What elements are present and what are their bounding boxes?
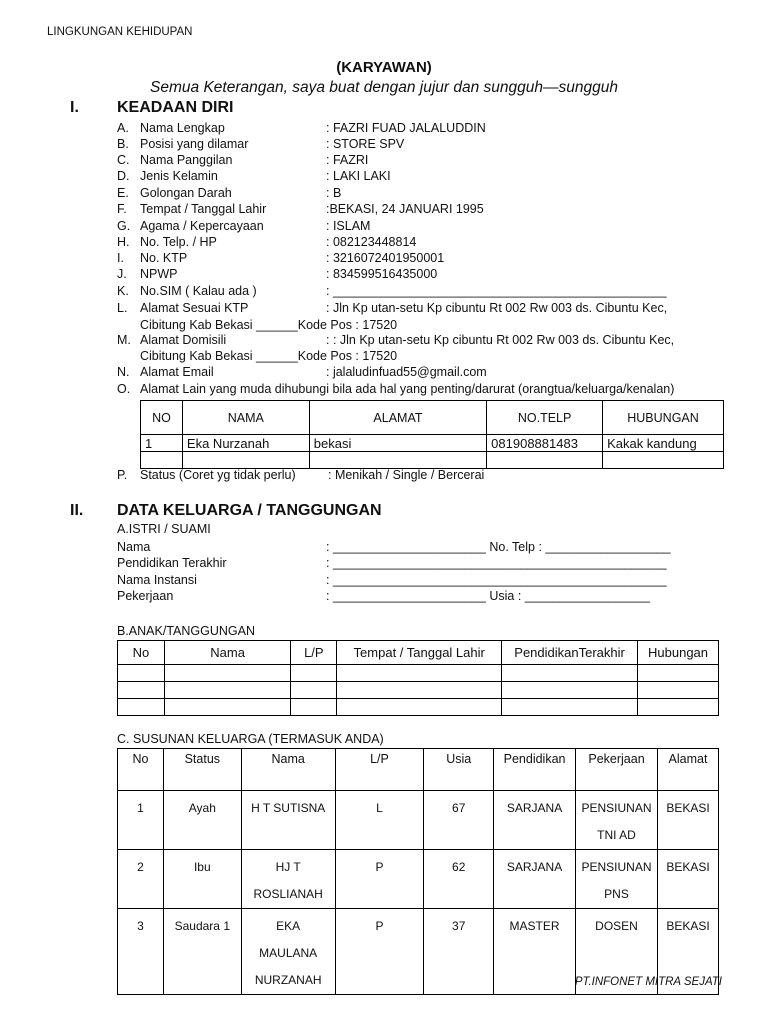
column-header: HUBUNGAN [603,401,724,435]
cell-line: EKA [276,919,301,933]
personal-data-row [0,381,768,397]
table-cell[interactable] [638,682,719,699]
emergency-contact-table [140,400,724,469]
table-cell [118,909,164,995]
table-cell[interactable] [337,682,502,699]
table-cell [241,791,335,850]
spouse-data-row [0,555,768,571]
personal-data-row [0,218,768,234]
cell-line: L [376,801,383,815]
personal-data-row [0,185,768,201]
row-letter: P. [117,468,128,482]
personal-data-row [0,120,768,136]
table-cell[interactable] [487,452,603,469]
cell-line: Saudara 1 [174,919,230,933]
table-cell [163,909,241,995]
row-letter: H. [117,235,130,249]
cell-line: BEKASI [666,919,710,933]
column-header: Nama [164,641,291,665]
table-cell [424,909,494,995]
table-cell [494,850,576,909]
row-label: Pendidikan Terakhir [117,556,227,570]
table-cell[interactable] [502,665,638,682]
row-value[interactable]: : 082123448814 [326,235,417,249]
table-cell [424,791,494,850]
cell-line: BEKASI [666,801,710,815]
table-cell [658,791,719,850]
column-header: PendidikanTerakhir [502,641,638,665]
form-title: (KARYAWAN) [336,59,432,76]
page-header: LINGKUNGAN KEHIDUPAN [47,26,193,38]
table-cell [118,850,164,909]
row-letter: O. [117,382,131,396]
table-cell [335,791,424,850]
row-value[interactable]: : STORE SPV [326,137,405,151]
column-header: Pekerjaan [576,749,658,791]
cell-line: P [375,919,384,933]
row-value[interactable]: : B [326,186,342,200]
row-value[interactable]: : Jln Kp utan-setu Kp cibuntu Rt 002 Rw 003 ds. Cibuntu Kec, [326,301,668,315]
address-ktp-continuation: Cibitung Kab Bekasi ______Kode Pos : 17520 [140,318,398,332]
row-label: Nama Lengkap [140,121,225,135]
cell-line: PNS [604,887,629,901]
row-value[interactable]: : jalaludinfuad55@gmail.com [326,365,487,379]
table-row [118,699,719,716]
marital-status-options[interactable]: : Menikah / Single / Bercerai [328,468,485,482]
row-letter: J. [117,267,127,281]
column-header: ALAMAT [309,401,486,435]
row-label: No. KTP [140,251,188,265]
row-label: Nama Panggilan [140,153,233,167]
personal-data-row [0,332,768,348]
table-cell [241,850,335,909]
row-label: Alamat Lain yang muda dihubungi bila ada hal yang penting/darurat (orangtua/keluarga/kenalan) [140,382,675,396]
marital-status-row [0,467,768,483]
cell-line: HJ T [275,860,301,874]
cell-line: MASTER [509,919,560,933]
table-cell [241,909,335,995]
table-cell[interactable] [118,699,165,716]
cell-line: 1 [137,801,144,815]
column-header: Tempat / Tanggal Lahir [337,641,502,665]
table-cell[interactable] [638,699,719,716]
column-header: Status [163,749,241,791]
column-header: Usia [424,749,494,791]
cell-line: 3 [137,919,144,933]
column-header: No [118,641,165,665]
table-cell [118,791,164,850]
table-cell[interactable] [291,665,337,682]
row-letter: A. [117,121,129,135]
table-cell[interactable]: bekasi [309,435,486,452]
row-letter: F. [117,202,127,216]
column-header: No [118,749,164,791]
spouse-data-row [0,588,768,604]
table-cell [163,850,241,909]
cell-line: 2 [137,860,144,874]
row-label: Nama [117,540,151,554]
column-header: Nama [241,749,335,791]
row-letter: K. [117,284,129,298]
personal-data-row [0,152,768,168]
row-label: NPWP [140,267,178,281]
row-letter: D. [117,169,130,183]
table-row [118,850,719,909]
table-cell[interactable] [182,452,309,469]
row-letter: B. [117,137,129,151]
row-label: No.SIM ( Kalau ada ) [140,284,257,298]
children-table [117,640,719,716]
table-cell [494,909,576,995]
section-1-title: KEADAAN DIRI [117,99,234,116]
row-value[interactable]: : LAKI LAKI [326,169,391,183]
cell-line: H T SUTISNA [251,801,326,815]
row-value[interactable]: : ________________________________________________ [326,573,667,587]
row-letter: E. [117,186,129,200]
table-row [141,435,724,452]
spouse-heading: A.ISTRI / SUAMI [117,522,211,536]
form-subtitle: Semua Keterangan, saya buat dengan jujur dan sungguh—sungguh [150,79,618,96]
cell-line: MAULANA [259,946,318,960]
cell-line: PENSIUNAN [581,801,652,815]
table-cell[interactable]: Eka Nurzanah [182,435,309,452]
company-footer: PT.INFONET MITRA SEJATI [574,976,722,988]
spouse-data-row [0,539,768,555]
personal-data-row [0,201,768,217]
family-heading: C. SUSUNAN KELUARGA (TERMASUK ANDA) [117,732,384,746]
row-label: Golongan Darah [140,186,232,200]
table-cell [335,909,424,995]
row-value[interactable]: :BEKASI, 24 JANUARI 1995 [326,202,484,216]
table-cell[interactable] [502,682,638,699]
table-cell [163,791,241,850]
row-value[interactable]: : 834599516435000 [326,267,438,281]
table-cell[interactable]: 081908881483 [487,435,603,452]
table-cell[interactable] [118,682,165,699]
cell-line: ROSLIANAH [253,887,323,901]
cell-line: SARJANA [506,860,563,874]
family-composition-table [117,748,719,995]
column-header: L/P [291,641,337,665]
table-cell[interactable] [309,452,486,469]
cell-line: Ibu [193,860,211,874]
row-value[interactable]: : 3216072401950001 [326,251,445,265]
table-cell[interactable] [118,665,165,682]
cell-line: P [375,860,384,874]
cell-line: TNI AD [597,828,636,842]
table-cell[interactable] [502,699,638,716]
cell-line: 62 [452,860,466,874]
personal-data-row [0,250,768,266]
row-value[interactable]: : ISLAM [326,219,371,233]
cell-line: 37 [452,919,466,933]
table-cell [576,791,658,850]
table-cell[interactable] [164,665,291,682]
row-value[interactable]: : : Jln Kp utan-setu Kp cibuntu Rt 002 Rw 003 ds. Cibuntu Kec, [326,333,675,347]
cell-line: BEKASI [666,860,710,874]
personal-data-row [0,234,768,250]
table-row [118,682,719,699]
cell-line: 67 [452,801,466,815]
row-letter: C. [117,153,130,167]
row-label: Posisi yang dilamar [140,137,249,151]
table-cell[interactable]: Kakak kandung [603,435,724,452]
row-letter: M. [117,333,131,347]
personal-data-row [0,168,768,184]
cell-line: NURZANAH [254,973,322,987]
row-value[interactable]: : ______________________ No. Telp : __________________ [326,540,671,554]
row-value[interactable]: : ________________________________________________ [326,284,667,298]
table-cell[interactable] [291,699,337,716]
table-row [118,791,719,850]
column-header: NAMA [182,401,309,435]
row-label: Pekerjaan [117,589,174,603]
cell-line: Ayah [188,801,216,815]
personal-data-row [0,136,768,152]
section-1-number: I. [70,99,79,116]
table-cell[interactable] [164,699,291,716]
spouse-data-row [0,572,768,588]
column-header: Pendidikan [494,749,576,791]
row-value[interactable]: : FAZRI FUAD JALALUDDIN [326,121,486,135]
cell-line: SARJANA [506,801,563,815]
row-letter: I. [117,251,124,265]
table-cell[interactable] [164,682,291,699]
row-label: Alamat Email [140,365,214,379]
table-cell[interactable] [638,665,719,682]
table-cell[interactable] [603,452,724,469]
row-value[interactable]: : FAZRI [326,153,369,167]
row-letter: G. [117,219,131,233]
table-cell[interactable] [291,682,337,699]
row-letter: N. [117,365,130,379]
column-header: L/P [335,749,424,791]
cell-line: DOSEN [595,919,638,933]
table-row [141,452,724,469]
row-value[interactable]: : ________________________________________________ [326,556,667,570]
row-letter: L. [117,301,128,315]
column-header: NO.TELP [487,401,603,435]
row-label: Alamat Domisili [140,333,227,347]
row-label: Tempat / Tanggal Lahir [140,202,267,216]
table-cell[interactable] [337,699,502,716]
address-domisili-continuation: Cibitung Kab Bekasi ______Kode Pos : 17520 [140,349,398,363]
table-cell [658,850,719,909]
table-cell [424,850,494,909]
table-cell[interactable]: 1 [141,435,183,452]
section-2-number: II. [70,502,84,519]
row-label: Agama / Kepercayaan [140,219,264,233]
section-2-title: DATA KELUARGA / TANGGUNGAN [117,502,382,519]
table-cell [576,850,658,909]
personal-data-row [0,364,768,380]
table-cell [335,850,424,909]
personal-data-row [0,283,768,299]
cell-line: PENSIUNAN [581,860,652,874]
column-header: Alamat [658,749,719,791]
table-row [118,665,719,682]
personal-data-row [0,300,768,316]
row-label: No. Telp. / HP [140,235,217,249]
table-cell [494,791,576,850]
table-cell[interactable] [141,452,183,469]
row-label: Nama Instansi [117,573,197,587]
marital-status-label: Status (Coret yg tidak perlu) [140,468,296,482]
table-cell[interactable] [337,665,502,682]
column-header: Hubungan [638,641,719,665]
row-label: Jenis Kelamin [140,169,218,183]
row-value[interactable]: : ______________________ Usia : __________________ [326,589,650,603]
personal-data-row [0,266,768,282]
row-label: Alamat Sesuai KTP [140,301,249,315]
children-heading: B.ANAK/TANGGUNGAN [117,624,255,638]
column-header: NO [141,401,183,435]
